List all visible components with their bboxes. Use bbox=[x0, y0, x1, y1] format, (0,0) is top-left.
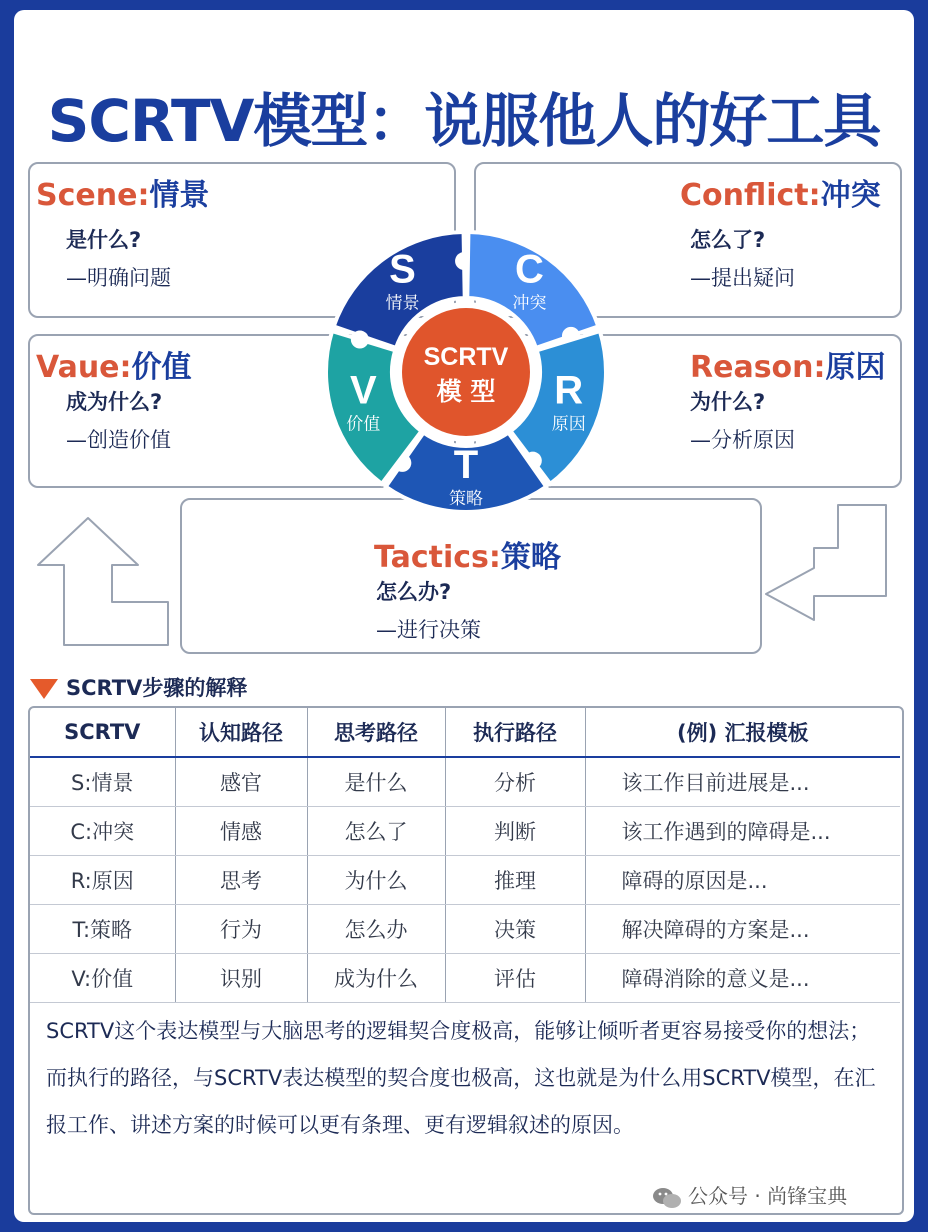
table-cell: 该工作遇到的障碍是... bbox=[585, 807, 900, 856]
table-cell: C:冲突 bbox=[30, 807, 175, 856]
value-answer: —创造价值 bbox=[66, 428, 171, 452]
wheel-label-t: 策略 bbox=[449, 489, 483, 509]
table-cell: 判断 bbox=[445, 807, 585, 856]
loop-down-arrow-icon bbox=[758, 500, 908, 650]
scene-question: 是什么? bbox=[66, 228, 142, 252]
table-cell: 行为 bbox=[175, 905, 307, 954]
table-cell: 成为什么 bbox=[307, 954, 445, 1003]
wheel-label-r: 原因 bbox=[551, 414, 586, 435]
table-row bbox=[30, 954, 900, 1003]
table-cell: V:价值 bbox=[30, 954, 175, 1003]
wechat-icon bbox=[652, 1186, 682, 1210]
table-header: 执行路径 bbox=[445, 708, 585, 757]
table-header-row bbox=[30, 708, 900, 757]
wheel-center bbox=[402, 308, 530, 436]
conflict-question: 怎么了? bbox=[690, 228, 766, 252]
wheel-label-s: 情景 bbox=[385, 293, 420, 314]
table-cell: 推理 bbox=[445, 856, 585, 905]
wheel-letter-r: R bbox=[554, 368, 584, 413]
table-row bbox=[30, 757, 900, 807]
table-cell: 该工作目前进展是... bbox=[585, 757, 900, 807]
wheel-letter-c: C bbox=[515, 247, 544, 292]
table-cell: 情感 bbox=[175, 807, 307, 856]
wheel-letter-t: T bbox=[453, 443, 479, 487]
table-row bbox=[30, 807, 900, 856]
puzzle-knob bbox=[351, 331, 369, 349]
table-cell: 障碍的原因是... bbox=[585, 856, 900, 905]
value-heading: Vaue:价值 bbox=[36, 350, 192, 385]
table-cell: 思考 bbox=[175, 856, 307, 905]
table-cell: T:策略 bbox=[30, 905, 175, 954]
triangle-marker-icon bbox=[30, 679, 58, 699]
table-header: SCRTV bbox=[30, 708, 175, 757]
wheel-letter-s: S bbox=[389, 247, 416, 292]
table-cell: 为什么 bbox=[307, 856, 445, 905]
steps-table bbox=[30, 708, 900, 1003]
table-cell: 识别 bbox=[175, 954, 307, 1003]
value-question: 成为什么? bbox=[66, 390, 163, 414]
wheel-center-line1: SCRTV bbox=[423, 343, 509, 371]
table-cell: 怎么了 bbox=[307, 807, 445, 856]
tactics-heading: Tactics:策略 bbox=[374, 540, 561, 575]
table-row bbox=[30, 905, 900, 954]
table-cell: S:情景 bbox=[30, 757, 175, 807]
table-cell: 怎么办 bbox=[307, 905, 445, 954]
tactics-question: 怎么办? bbox=[376, 580, 452, 604]
conflict-answer: —提出疑问 bbox=[690, 266, 795, 290]
table-cell: 感官 bbox=[175, 757, 307, 807]
scrtv-wheel bbox=[300, 210, 630, 530]
reason-answer: —分析原因 bbox=[690, 428, 795, 452]
table-cell: 评估 bbox=[445, 954, 585, 1003]
page-title: SCRTV模型：说服他人的好工具 bbox=[47, 87, 881, 155]
watermark: 公众号 · 尚锋宝典 bbox=[652, 1180, 847, 1210]
wheel-label-v: 价值 bbox=[346, 414, 381, 435]
reason-question: 为什么? bbox=[690, 390, 766, 414]
loop-up-arrow-icon bbox=[24, 510, 174, 650]
table-row bbox=[30, 856, 900, 905]
table-cell: 决策 bbox=[445, 905, 585, 954]
table-header: 认知路径 bbox=[175, 708, 307, 757]
table-cell: R:原因 bbox=[30, 856, 175, 905]
table-cell: 分析 bbox=[445, 757, 585, 807]
table-cell: 障碍消除的意义是... bbox=[585, 954, 900, 1003]
scene-heading: Scene:情景 bbox=[36, 178, 210, 213]
section-title: SCRTV步骤的解释 bbox=[30, 672, 247, 702]
table-cell: 解决障碍的方案是... bbox=[585, 905, 900, 954]
wheel-letter-v: V bbox=[349, 368, 377, 413]
wheel-label-c: 冲突 bbox=[512, 293, 547, 314]
wheel-center-line2: 模 型 bbox=[436, 377, 496, 406]
reason-heading: Reason:原因 bbox=[690, 350, 886, 385]
table-header: (例) 汇报模板 bbox=[585, 708, 900, 757]
tactics-answer: —进行决策 bbox=[376, 618, 481, 642]
scene-answer: —明确问题 bbox=[66, 266, 171, 290]
table-cell: 是什么 bbox=[307, 757, 445, 807]
explanation-paragraph: SCRTV这个表达模型与大脑思考的逻辑契合度极高，能够让倾听者更容易接受你的想法；而执行的路径，与SCRTV表达模型的契合度也极高，这也就是为什么用SCRTV模型，在汇报工作、讲述方案的时候可以更有条理、更有逻辑叙述的原因。 bbox=[46, 1019, 876, 1137]
table-header: 思考路径 bbox=[307, 708, 445, 757]
conflict-heading: Conflict:冲突 bbox=[680, 178, 881, 213]
